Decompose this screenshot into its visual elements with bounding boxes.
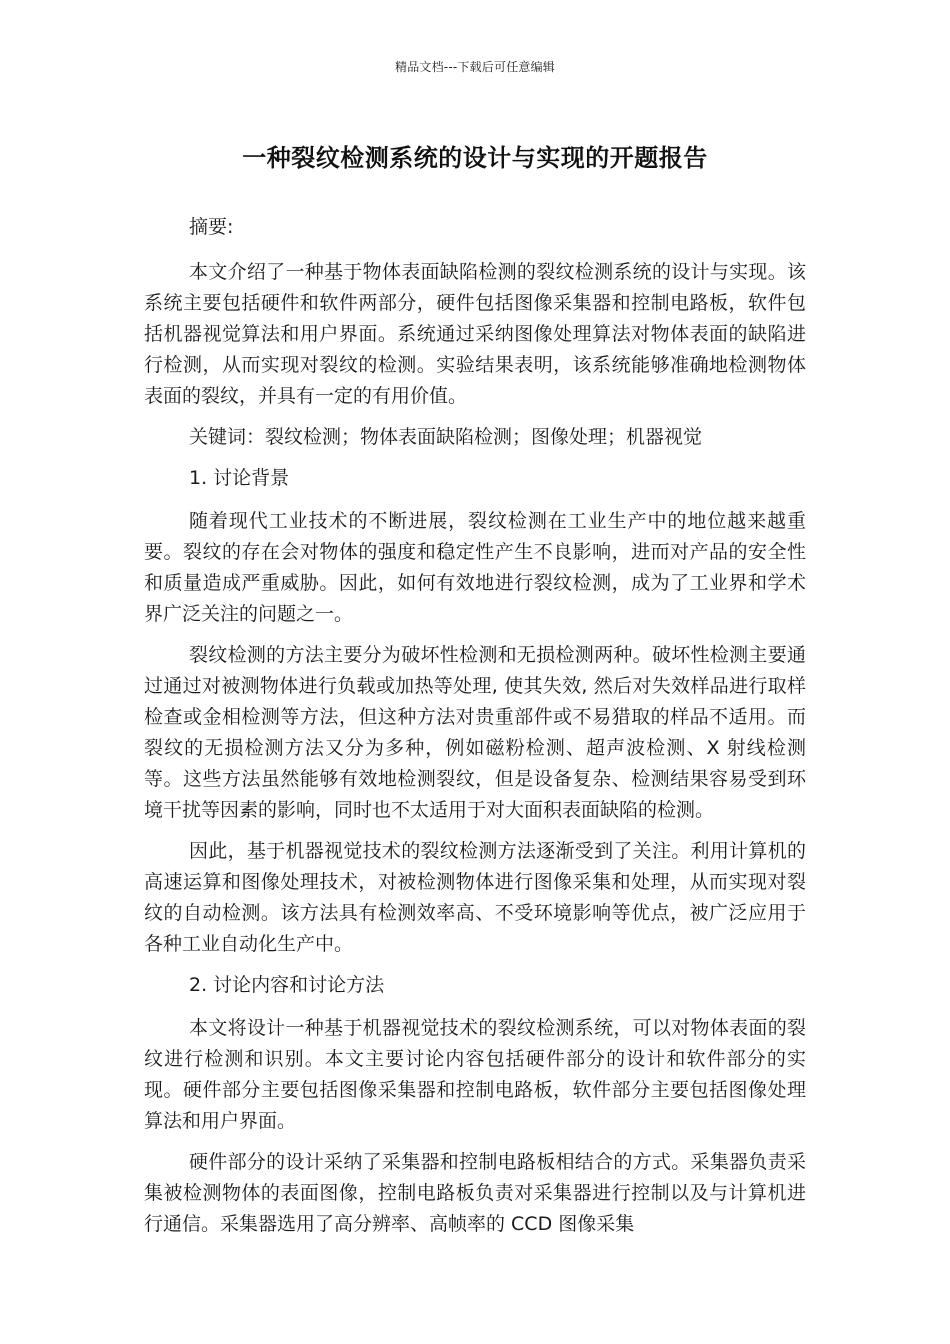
section-1-heading: 1. 讨论背景 bbox=[189, 467, 290, 489]
section-2-paragraph-2: 硬件部分的设计采纳了采集器和控制电路板相结合的方式。采集器负责采集被检测物体的表面图像，控制电路板负责对采集器进行控制以及与计算机进行通信。采集器选用了高分辨率、高帧率的 CCD 图像采集 bbox=[144, 1151, 806, 1235]
abstract-paragraph: 本文介绍了一种基于物体表面缺陷检测的裂纹检测系统的设计与实现。该系统主要包括硬件和软件两部分，硬件包括图像采集器和控制电路板，软件包括机器视觉算法和用户界面。系统通过采纳图像处理算法对物体表面的缺陷进行检测，从而实现对裂纹的检测。实验结果表明，该系统能够准确地检测物体表面的裂纹，并具有一定的有用价值。 bbox=[144, 261, 806, 407]
section-2-heading: 2. 讨论内容和讨论方法 bbox=[189, 974, 385, 996]
section-1-paragraph-3: 因此，基于机器视觉技术的裂纹检测方法逐渐受到了关注。利用计算机的高速运算和图像处理技术，对被检测物体进行图像采集和处理，从而实现对裂纹的自动检测。该方法具有检测效率高、不受环境影响等优点，被广泛应用于各种工业自动化生产中。 bbox=[144, 840, 806, 955]
running-header: 精品文档---下载后可任意编辑 bbox=[395, 60, 555, 74]
section-2-paragraph-1: 本文将设计一种基于机器视觉技术的裂纹检测系统，可以对物体表面的裂纹进行检测和识别。本文主要讨论内容包括硬件部分的设计和软件部分的实现。硬件部分主要包括图像采集器和控制电路板，软件部分主要包括图像处理算法和用户界面。 bbox=[144, 1017, 806, 1132]
document-body bbox=[144, 212, 806, 1250]
section-1-paragraph-2: 裂纹检测的方法主要分为破坏性检测和无损检测两种。破坏性检测主要通过通过对被测物体进行负载或加热等处理, 使其失效, 然后对失效样品进行取样检查或金相检测等方法，但这种方法对贵重部件或不易猎取的样品不适用。而裂纹的无损检测方法又分为多种，例如磁粉检测、超声波检测、X 射线检测等。这些方法虽然能够有效地检测裂纹，但是设备复杂、检测结果容易受到环境干扰等因素的影响，同时也不太适用于对大面积表面缺陷的检测。 bbox=[144, 644, 806, 821]
document-title: 一种裂纹检测系统的设计与实现的开题报告 bbox=[242, 144, 708, 172]
keywords-line: 关键词：裂纹检测；物体表面缺陷检测；图像处理；机器视觉 bbox=[189, 426, 703, 448]
section-1-paragraph-1: 随着现代工业技术的不断进展，裂纹检测在工业生产中的地位越来越重要。裂纹的存在会对物体的强度和稳定性产生不良影响，进而对产品的安全性和质量造成严重威胁。因此，如何有效地进行裂纹检测，成为了工业界和学术界广泛关注的问题之一。 bbox=[144, 510, 806, 625]
abstract-label: 摘要: bbox=[189, 216, 234, 238]
